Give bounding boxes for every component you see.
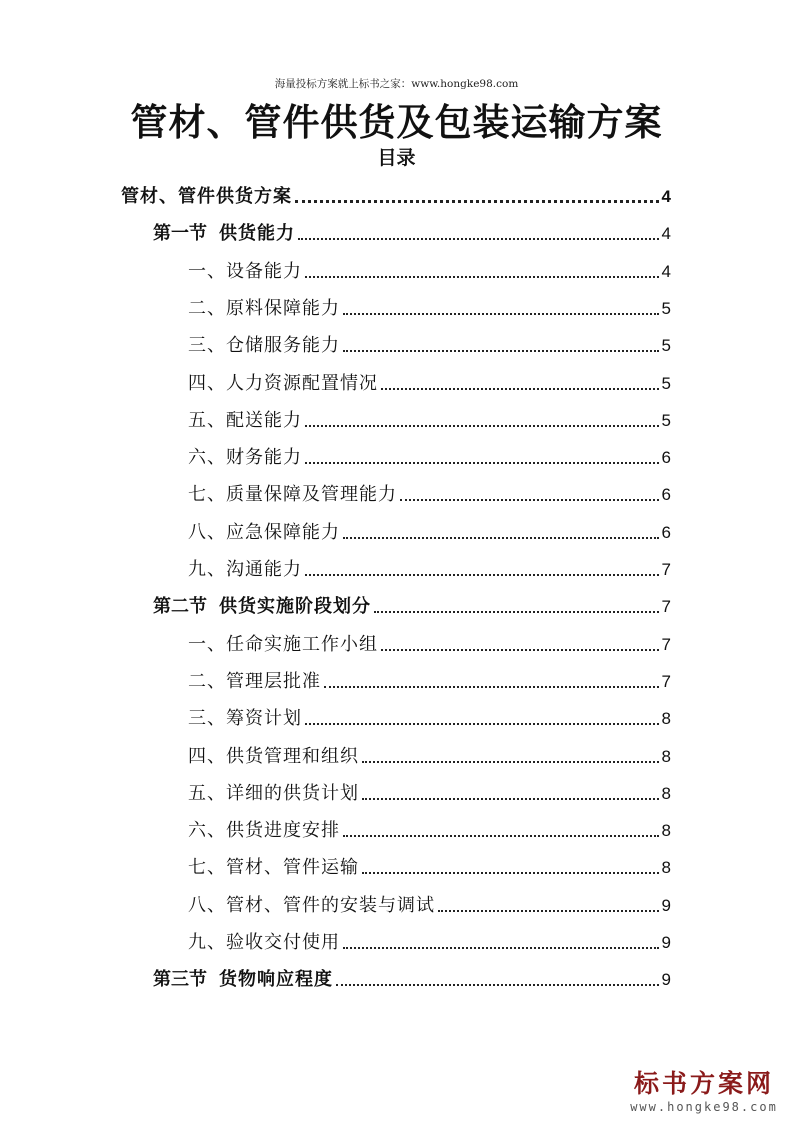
toc-entry-leader-dots [374, 610, 659, 613]
toc-entry[interactable] [153, 961, 671, 991]
toc-entry-title: 五、配送能力 [188, 409, 302, 431]
toc-entry-leader-dots [343, 536, 659, 539]
toc-entry-title: 八、管材、管件的安装与调试 [188, 894, 435, 916]
toc-entry-page-number: 8 [661, 709, 671, 729]
toc-entry[interactable] [188, 439, 671, 469]
toc-entry-title: 供货实施阶段划分 [219, 596, 371, 618]
toc-entry-leader-dots [298, 237, 659, 240]
toc-entry-section-number: 第三节 [153, 969, 207, 991]
document-title: 管材、管件供货及包装运输方案 [130, 100, 663, 144]
toc-entry[interactable] [188, 849, 671, 879]
toc-entry-page-number: 5 [661, 336, 671, 356]
toc-entry-leader-dots [362, 797, 659, 800]
toc-entry-leader-dots [305, 275, 659, 278]
toc-entry-title: 九、沟通能力 [188, 559, 302, 580]
toc-entry[interactable] [153, 215, 671, 245]
toc-entry-title: 二、原料保障能力 [188, 297, 340, 319]
toc-entry-leader-dots [343, 349, 659, 352]
toc-entry[interactable] [188, 887, 671, 917]
toc-entry[interactable] [188, 290, 671, 320]
toc-entry-title: 九、验收交付使用 [188, 932, 340, 953]
toc-entry-page-number: 4 [661, 224, 671, 244]
toc-entry-leader-dots [305, 722, 659, 725]
toc-entry[interactable] [188, 402, 671, 432]
toc-entry-page-number: 8 [661, 821, 671, 841]
toc-entry-leader-dots [381, 387, 659, 390]
toc-entry-title: 八、应急保障能力 [188, 521, 340, 543]
toc-entry[interactable] [188, 626, 671, 656]
toc-entry-leader-dots [324, 685, 659, 688]
toc-entry[interactable] [188, 476, 671, 506]
toc-entry-title: 六、供货进度安排 [188, 820, 340, 842]
toc-entry[interactable] [188, 327, 671, 357]
toc-entry-title: 管材、管件供货方案 [121, 186, 292, 207]
toc-heading: 目录 [377, 147, 416, 169]
toc-entry[interactable] [121, 178, 671, 208]
toc-entry-page-number: 8 [661, 783, 671, 803]
toc-entry-title: 七、管材、管件运输 [188, 857, 359, 879]
toc-entry-title: 七、质量保障及管理能力 [188, 484, 397, 506]
toc-entry-title: 四、供货管理和组织 [188, 745, 359, 767]
toc-entry-leader-dots [400, 498, 659, 501]
toc-entry-title: 五、详细的供货计划 [188, 782, 359, 804]
toc-entry-leader-dots [438, 909, 659, 912]
toc-entry-leader-dots [295, 199, 659, 203]
toc-entry-leader-dots [362, 760, 659, 763]
toc-entry-page-number: 6 [661, 448, 671, 468]
toc-entry-title: 货物响应程度 [219, 969, 333, 991]
toc-entry-leader-dots [343, 834, 659, 837]
toc-entry-page-number: 7 [661, 560, 671, 579]
toc-entry-leader-dots [381, 648, 659, 651]
toc-entry-leader-dots [305, 424, 659, 427]
toc-entry-title: 六、财务能力 [188, 447, 302, 469]
toc-entry-page-number: 5 [661, 373, 671, 393]
toc-entry[interactable] [188, 551, 671, 581]
toc-entry-page-number: 5 [661, 410, 671, 430]
toc-entry-page-number: 4 [661, 261, 671, 281]
watermark-logo [629, 1064, 779, 1114]
toc-entry-section-number: 第一节 [153, 223, 207, 245]
toc-entry-page-number: 5 [661, 298, 671, 318]
toc-entry-page-number: 9 [661, 895, 671, 915]
toc-entry-leader-dots [305, 573, 659, 576]
toc-entry[interactable] [188, 775, 671, 805]
toc-entry-page-number: 6 [661, 485, 671, 505]
toc-entry-page-number: 4 [661, 187, 671, 206]
toc-entry-page-number: 7 [661, 671, 671, 691]
toc-entry-leader-dots [343, 946, 659, 949]
toc-entry-title: 一、设备能力 [188, 260, 302, 282]
toc-entry-page-number: 8 [661, 858, 671, 878]
toc-entry-title: 四、人力资源配置情况 [188, 372, 378, 394]
toc-entry-title: 三、筹资计划 [188, 708, 302, 730]
toc-entry-title: 三、仓储服务能力 [188, 335, 340, 357]
toc-entry-section-number: 第二节 [153, 596, 207, 618]
toc-entry[interactable] [188, 700, 671, 730]
toc-entry[interactable] [188, 812, 671, 842]
toc-entry[interactable] [188, 663, 671, 693]
toc-entry-title: 一、任命实施工作小组 [188, 633, 378, 655]
header-note: 海量投标方案就上标书之家：www.hongke98.com [274, 78, 519, 90]
toc-entry-leader-dots [343, 312, 659, 315]
toc-entry[interactable] [188, 514, 671, 544]
toc-entry-leader-dots [336, 983, 659, 986]
toc-entry-page-number: 6 [661, 522, 671, 542]
toc-entry[interactable] [188, 253, 671, 283]
toc-entry-page-number: 7 [661, 634, 671, 654]
toc-entry-leader-dots [305, 461, 659, 464]
watermark-logo-text: 标书方案网 [633, 1069, 774, 1098]
watermark-url: www.hongke98.com [630, 1100, 778, 1114]
toc-entry[interactable] [188, 924, 671, 954]
toc-entry[interactable] [188, 365, 671, 395]
toc-entry-title: 供货能力 [219, 223, 295, 245]
toc-entry[interactable] [153, 588, 671, 618]
toc-entry-page-number: 8 [661, 746, 671, 766]
toc-entry-title: 二、管理层批准 [188, 670, 321, 692]
toc-entry-page-number: 9 [661, 970, 671, 990]
toc-entry-leader-dots [362, 871, 659, 874]
toc-entry[interactable] [188, 738, 671, 768]
toc-entry-page-number: 9 [661, 933, 671, 952]
toc-entry-page-number: 7 [661, 597, 671, 617]
